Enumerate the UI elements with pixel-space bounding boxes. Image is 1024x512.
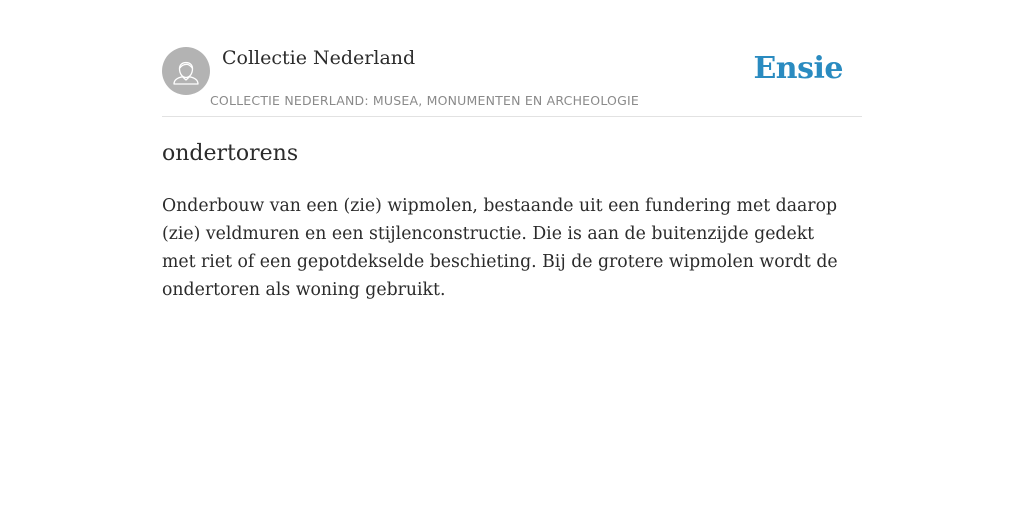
author-name-link[interactable]: Collectie Nederland (222, 47, 416, 69)
article-title: ondertorens (162, 141, 299, 166)
user-placeholder-icon (162, 47, 210, 95)
avatar[interactable] (162, 47, 210, 95)
page-header (162, 0, 862, 117)
author-subtitle: COLLECTIE NEDERLAND: MUSEA, MONUMENTEN EN ARCHEOLOGIE (210, 93, 639, 108)
article-body: Onderbouw van een (zie) wipmolen, bestaande uit een fundering met daarop (zie) veldmuren en een stijlenconstructie. Die is aan de buitenzijde gedekt met riet of een gepotdekselde beschieting. Bij de grotere wipmolen wordt de ondertoren als woning gebruikt. (162, 196, 838, 300)
brand-logo[interactable]: Ensie (753, 51, 843, 86)
